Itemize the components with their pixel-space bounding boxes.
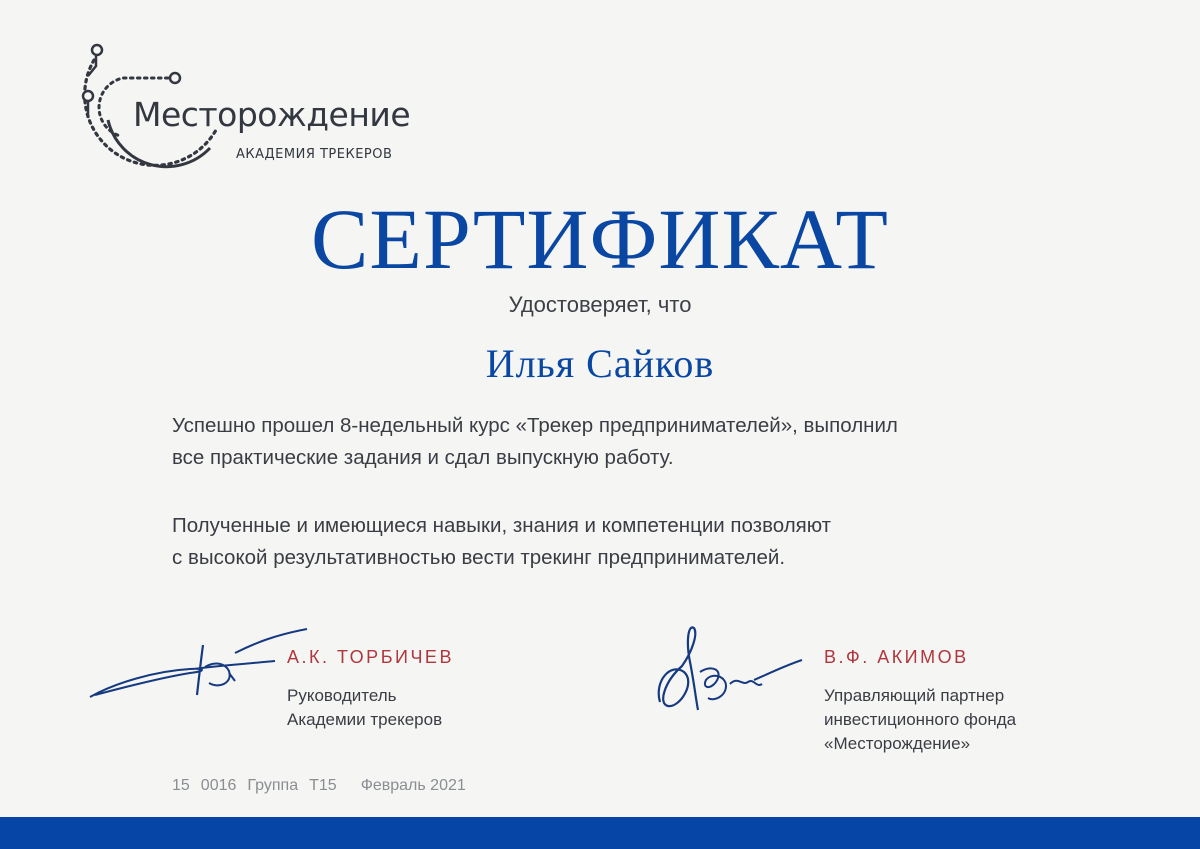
achievement-paragraph bbox=[172, 410, 1092, 474]
logo-name: Месторождение bbox=[133, 95, 411, 134]
paragraph-line: все практические задания и сдал выпускную работу. bbox=[172, 446, 674, 469]
certifies-text: Удостоверяет, что bbox=[508, 292, 692, 317]
signer-role-2 bbox=[824, 684, 1016, 756]
competence-paragraph bbox=[172, 510, 1092, 574]
signer-name-2: В.Ф. АКИМОВ bbox=[824, 647, 969, 667]
signer-role-line: инвестиционного фонда bbox=[824, 710, 1017, 729]
signer-role-line: «Месторождение» bbox=[824, 734, 971, 753]
signature-torbichev-icon bbox=[85, 625, 315, 705]
signer-role-line: Руководитель bbox=[287, 686, 397, 705]
certificate-meta bbox=[172, 777, 466, 795]
recipient-name: Илья Сайков bbox=[485, 341, 715, 386]
signer-role-1 bbox=[287, 684, 442, 732]
paragraph-line: с высокой результативностью вести трекинг предпринимателей. bbox=[172, 546, 786, 569]
paragraph-line: Успешно прошел 8-недельный курс «Трекер предпринимателей», выполнил bbox=[172, 414, 898, 437]
group-value: T15 bbox=[309, 777, 337, 794]
academy-logo bbox=[58, 38, 418, 198]
certificate-number-part2: 0016 bbox=[200, 777, 237, 794]
group-label: Группа bbox=[247, 777, 299, 794]
certificate-title: СЕРТИФИКАТ bbox=[311, 191, 889, 287]
certificate-number-part1: 15 bbox=[172, 777, 190, 794]
logo-tagline: АКАДЕМИЯ ТРЕКЕРОВ bbox=[236, 147, 393, 162]
bottom-accent-bar bbox=[0, 817, 1200, 849]
paragraph-line: Полученные и имеющиеся навыки, знания и компетенции позволяют bbox=[172, 514, 832, 537]
issue-date: Февраль 2021 bbox=[360, 777, 466, 794]
signer-role-line: Управляющий партнер bbox=[824, 686, 1005, 705]
signer-name-1: А.К. ТОРБИЧЕВ bbox=[287, 647, 454, 667]
signer-role-line: Академии трекеров bbox=[287, 710, 443, 729]
signature-akimov-icon bbox=[650, 622, 810, 717]
